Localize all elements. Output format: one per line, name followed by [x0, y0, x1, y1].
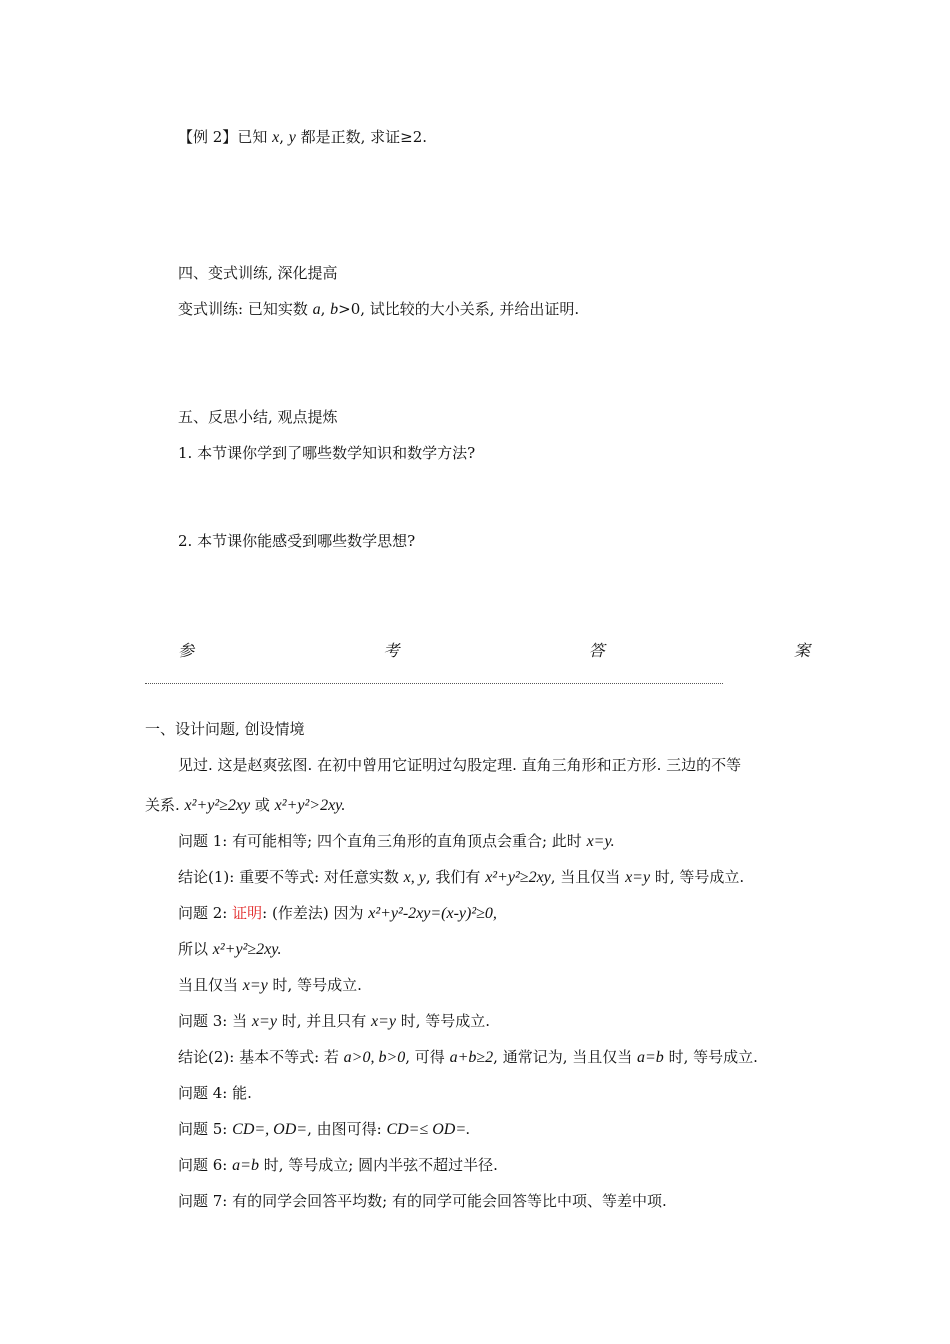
text: 时, 等号成立. [396, 1012, 491, 1030]
reflection-question-1: 1. 本节课你学到了哪些数学知识和数学方法? [178, 444, 476, 462]
math-expression: x=y [242, 977, 268, 994]
answer-question-1 [178, 830, 615, 853]
dotted-divider [145, 683, 723, 684]
separator: , [320, 300, 331, 318]
text: 能. [232, 1084, 252, 1102]
text: 当 [232, 1012, 252, 1030]
question-label: 问题 6: [178, 1156, 233, 1174]
question-label: 问题 1: [178, 832, 233, 850]
math-expression: x²+y²-2xy=(x-y)²≥0, [368, 905, 497, 922]
text: , 可得 [405, 1048, 450, 1066]
text: 重要不等式: 对任意实数 [239, 868, 404, 886]
text: 时, 并且只有 [276, 1012, 371, 1030]
question-label: 问题 4: [178, 1084, 233, 1102]
math-expression: a+b≥2 [449, 1049, 494, 1066]
var-x: x [272, 129, 280, 146]
variant-training [178, 298, 579, 321]
question-label: 问题 3: [178, 1012, 233, 1030]
variant-text-tail: >0, 试比较的大小关系, 并给出证明. [338, 300, 580, 318]
reflection-question-2: 2. 本节课你能感受到哪些数学思想? [178, 532, 416, 550]
text: 有可能相等; 四个直角三角形的直角顶点会重合; 此时 [232, 832, 587, 850]
var-b: b [330, 301, 339, 318]
answer-question-6 [178, 1154, 498, 1177]
conclusion-label: 结论(2): [178, 1048, 240, 1066]
answer-question-5 [178, 1118, 470, 1141]
question-label: 问题 7: [178, 1192, 233, 1210]
question-label: 问题 2: [178, 904, 233, 922]
section-4-heading: 四、变式训练, 深化提高 [178, 264, 338, 282]
heading-char: 案 [793, 641, 810, 660]
text: : (作差法) 因为 [262, 904, 369, 922]
heading-char: 答 [588, 641, 605, 660]
math-expression: x²+y²≥2xy. [212, 941, 282, 958]
answer-question-2 [178, 902, 497, 925]
text: 时, 等号成立. [663, 1048, 758, 1066]
text: 时, 等号成立; 圆内半弦不超过半径. [258, 1156, 498, 1174]
text: , 通常记为, 当且仅当 [493, 1048, 637, 1066]
question-label: 问题 5: [178, 1120, 233, 1138]
heading-char: 考 [383, 641, 400, 660]
answer-question-2-line-2 [178, 938, 281, 961]
heading-char: 参 [178, 641, 195, 660]
math-expression: CD=≤ OD=. [386, 1121, 471, 1138]
math-expression: x=y. [586, 833, 615, 850]
math-expression: x=y [251, 1013, 277, 1030]
text: 当且仅当 [178, 976, 243, 994]
conclusion-2 [178, 1046, 758, 1069]
text: 所以 [178, 940, 213, 958]
answer-paragraph-1-cont [145, 794, 345, 817]
proof-link[interactable]: 证明 [232, 904, 263, 922]
math-expression: x=y [371, 1013, 396, 1030]
text: 基本不等式: 若 [239, 1048, 344, 1066]
text: , 我们有 [425, 868, 486, 886]
answer-paragraph-1: 见过. 这是赵爽弦图. 在初中曾用它证明过勾股定理. 直角三角形和正方形. 三边的不等 [178, 756, 742, 774]
text: 或 [250, 796, 275, 814]
math-expression: x, y [403, 869, 426, 886]
math-expression: x²+y²>2xy. [274, 797, 346, 814]
var-y: y [288, 129, 296, 146]
section-5-heading: 五、反思小结, 观点提炼 [178, 408, 338, 426]
var-a: a [312, 301, 321, 318]
answer-question-2-line-3 [178, 974, 362, 997]
math-expression: x²+y²≥2xy [184, 797, 251, 814]
math-expression: a=b [637, 1049, 664, 1066]
example-label: 【例 2】 [178, 128, 238, 146]
math-expression: CD=, OD= [232, 1121, 308, 1138]
text: 时, 等号成立. [267, 976, 362, 994]
answer-question-4 [178, 1082, 252, 1104]
text: , 由图可得: [307, 1120, 387, 1138]
conclusion-1 [178, 866, 744, 889]
answer-question-3 [178, 1010, 490, 1033]
text: 有的同学会回答平均数; 有的同学可能会回答等比中项、等差中项. [232, 1192, 667, 1210]
text: 时, 等号成立. [650, 868, 745, 886]
separator: , [279, 128, 289, 146]
reference-answers-heading [178, 640, 810, 662]
example-text-tail: 都是正数, 求证≥2. [295, 128, 428, 146]
text: 关系. [145, 796, 185, 814]
math-expression: x=y [625, 869, 651, 886]
math-expression: a=b [232, 1157, 259, 1174]
answers-heading-1: 一、设计问题, 创设情境 [145, 720, 305, 738]
example-2-line [178, 126, 427, 149]
math-expression: a>0, b>0 [343, 1049, 406, 1066]
math-expression: x²+y²≥2xy [485, 869, 551, 886]
variant-text: 变式训练: 已知实数 [178, 300, 313, 318]
conclusion-label: 结论(1): [178, 868, 240, 886]
text: , 当且仅当 [550, 868, 626, 886]
example-text: 已知 [237, 128, 273, 146]
answer-question-7 [178, 1190, 667, 1212]
